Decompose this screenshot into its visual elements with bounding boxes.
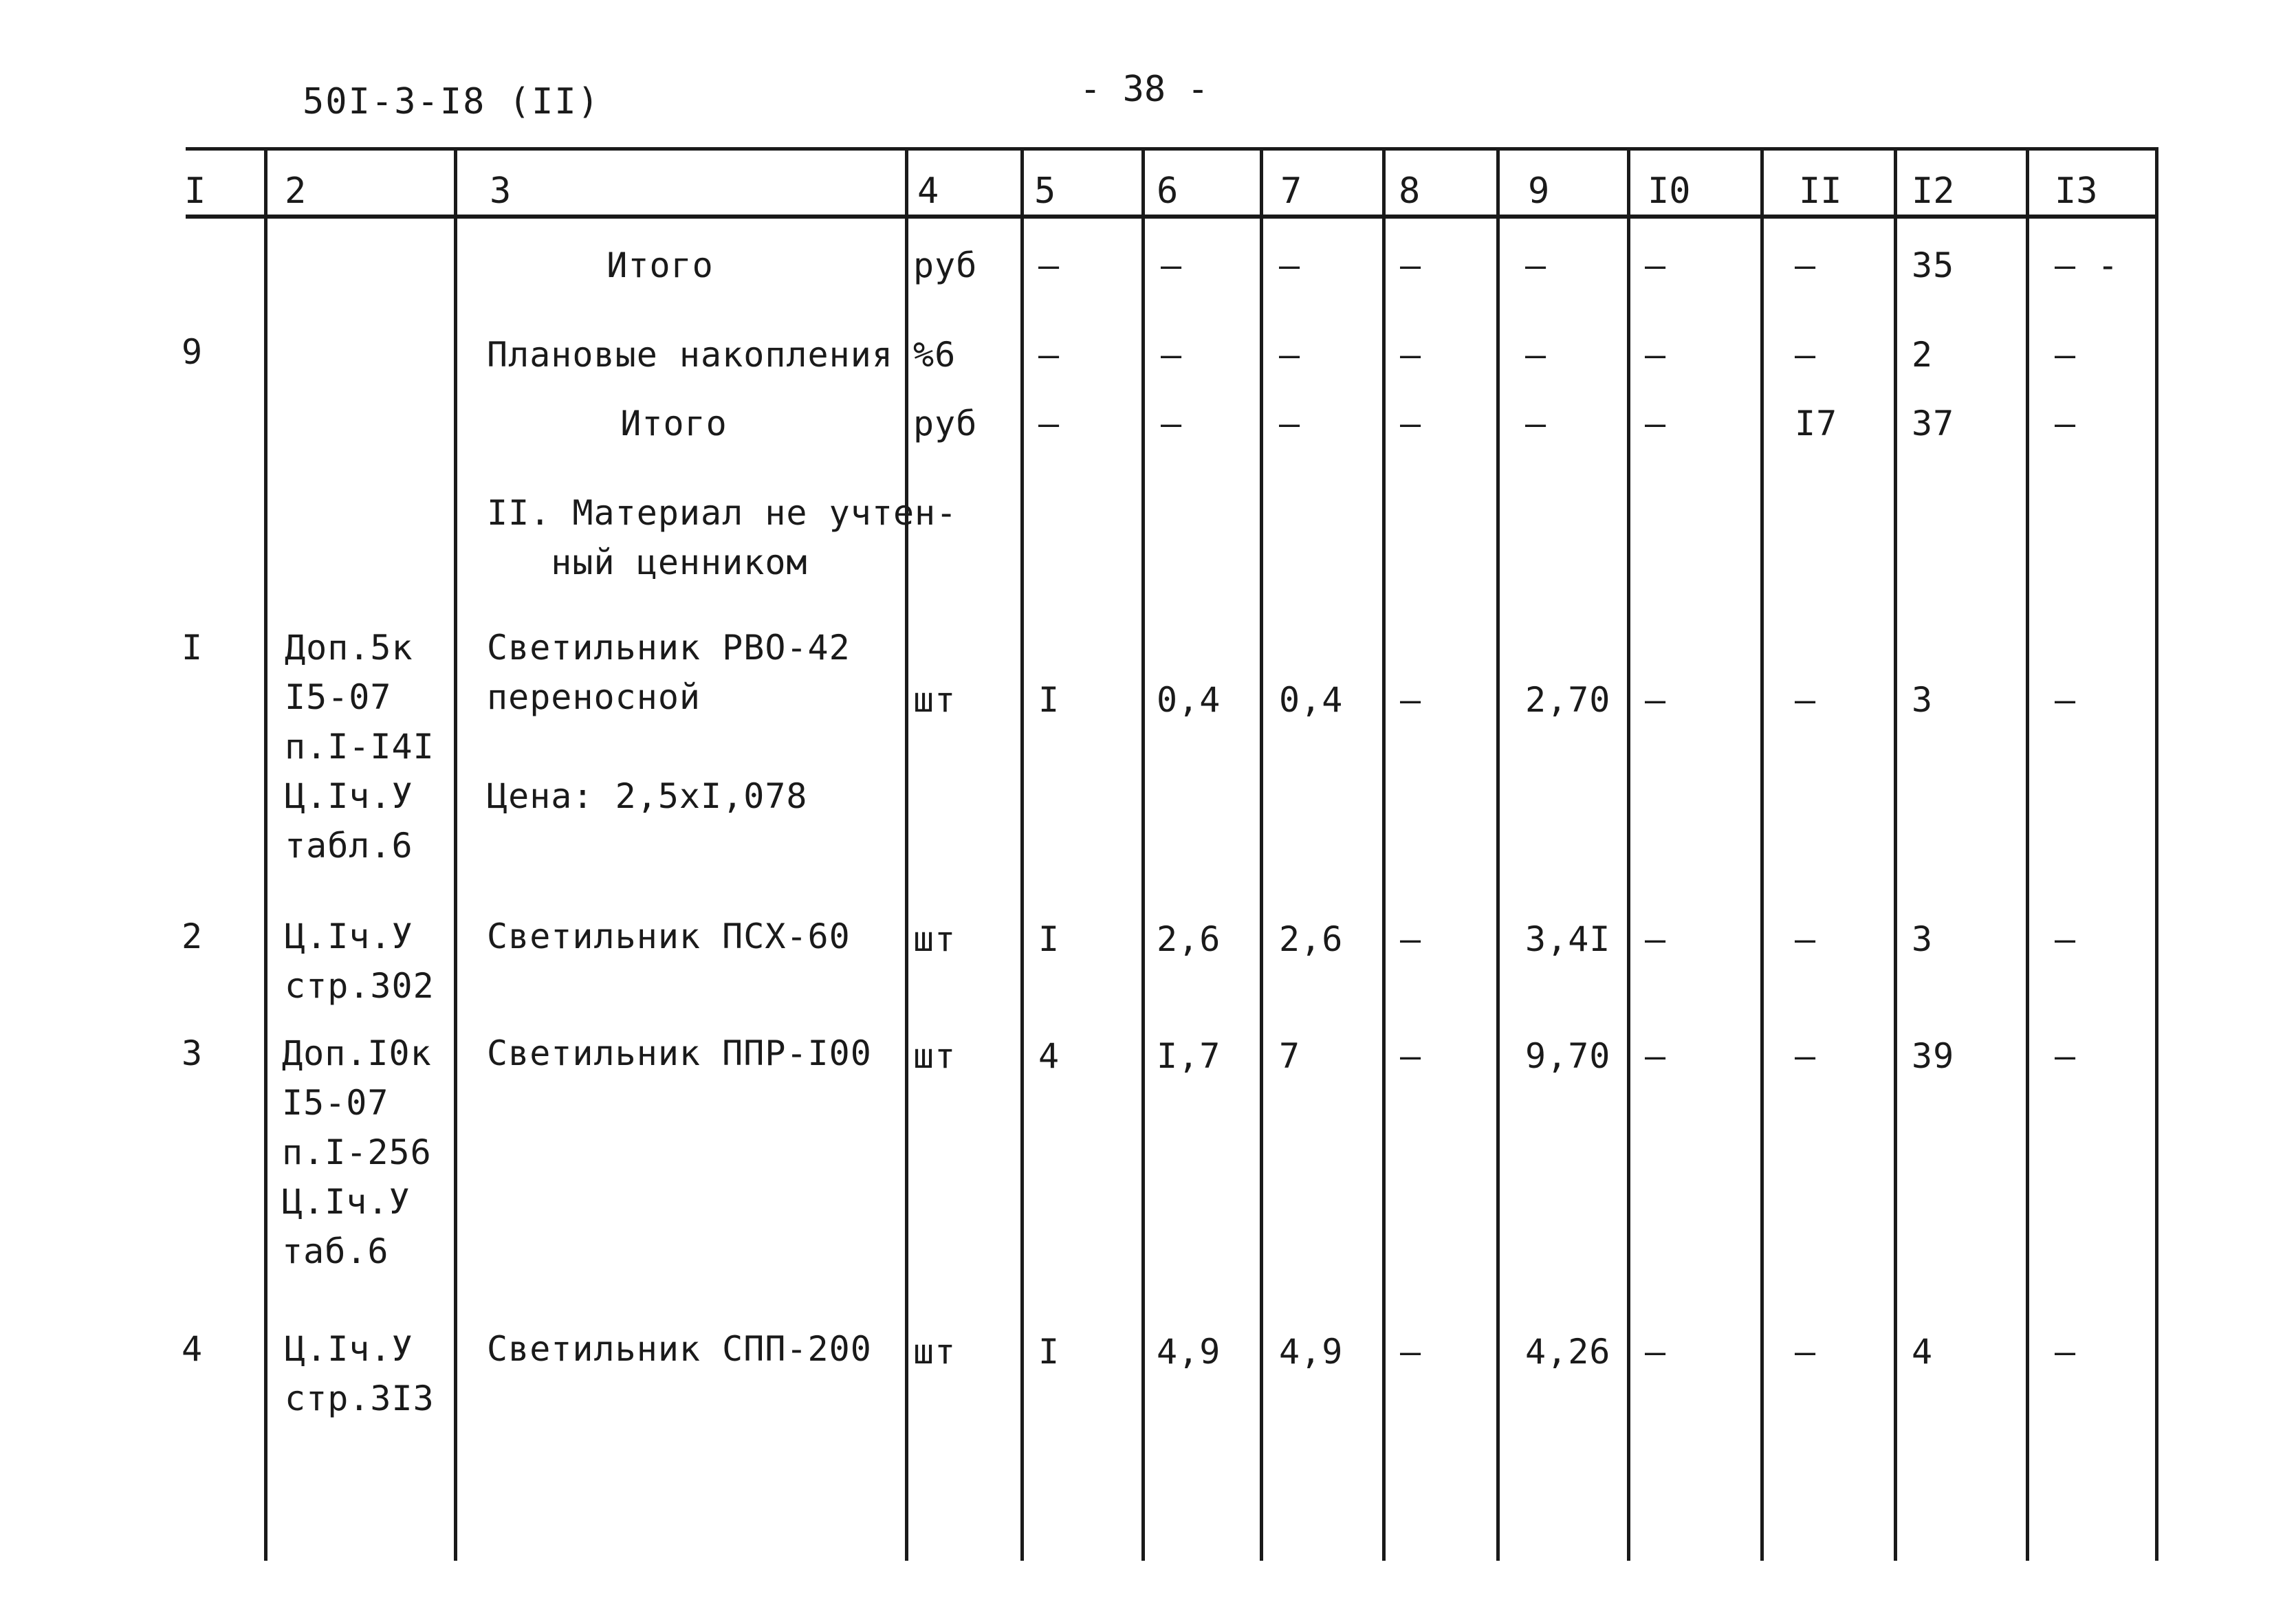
column-divider (2026, 147, 2029, 1561)
column-header-9: 9 (1528, 171, 1550, 212)
column-divider (1382, 147, 1386, 1561)
column-header-3: 3 (490, 171, 512, 212)
cell-name: Светильник ПСХ-60 (487, 917, 851, 956)
cell-col10: – (1645, 680, 1667, 720)
cell-name: Светильник РВО-42 переносной Цена: 2,5хI,078 (487, 628, 851, 816)
cell-col13: – (2055, 404, 2077, 443)
column-header-2: 2 (285, 171, 307, 212)
cell-col13: – - (2055, 245, 2119, 285)
column-divider (905, 147, 908, 1561)
cell-col8: – (1400, 245, 1422, 285)
cell-code: Ц.Iч.У стр.3I3 (285, 1329, 435, 1418)
document-code: 50I-3-I8 (II) (303, 81, 600, 122)
header-bottom-rule (186, 215, 2158, 219)
cell-col8: – (1400, 335, 1422, 375)
cell-code: Доп.I0к I5-07 п.I-256 Ц.Iч.У таб.6 (282, 1033, 432, 1271)
cell-unit: шт (913, 919, 956, 959)
cell-col6: 2,6 (1157, 919, 1221, 959)
cell-col12: 2 (1912, 335, 1934, 375)
cell-code: Ц.Iч.У стр.302 (285, 917, 435, 1006)
cell-col6: – (1161, 404, 1183, 443)
section-heading: II. Материал не учтен- ный ценником (487, 493, 958, 582)
cell-col7: 4,9 (1279, 1332, 1344, 1372)
table-top-rule (186, 147, 2158, 151)
cell-col11: – (1795, 1332, 1817, 1372)
cell-unit: шт (913, 1036, 956, 1076)
cell-col7: 2,6 (1279, 919, 1344, 959)
column-header-7: 7 (1280, 171, 1302, 212)
cell-unit: шт (913, 680, 956, 720)
cell-col8: – (1400, 1036, 1422, 1076)
column-header-4: 4 (917, 171, 939, 212)
cell-name: Светильник ППР-I00 (487, 1033, 872, 1073)
cell-col12: 3 (1912, 680, 1934, 720)
cell-col11: – (1795, 245, 1817, 285)
cell-col7: 0,4 (1279, 680, 1344, 720)
cell-name: Итого (620, 404, 728, 443)
cell-col5: 4 (1038, 1036, 1060, 1076)
cell-col7: – (1279, 245, 1301, 285)
column-divider (1020, 147, 1024, 1561)
cell-col10: – (1645, 919, 1667, 959)
column-header-6: 6 (1157, 171, 1179, 212)
cell-col7: 7 (1279, 1036, 1301, 1076)
column-divider (1894, 147, 1897, 1561)
cell-col9: 3,4I (1525, 919, 1611, 959)
cell-col11: – (1795, 919, 1817, 959)
cell-unit: руб (913, 404, 978, 443)
column-header-10: I0 (1648, 171, 1691, 212)
cell-col12: 3 (1912, 919, 1934, 959)
cell-col8: – (1400, 1332, 1422, 1372)
column-divider (1496, 147, 1500, 1561)
cell-number: 2 (182, 917, 204, 956)
cell-col13: – (2055, 1332, 2077, 1372)
cell-number: 4 (182, 1329, 204, 1369)
cell-col10: – (1645, 245, 1667, 285)
cell-col13: – (2055, 1036, 2077, 1076)
column-header-5: 5 (1034, 171, 1056, 212)
cell-col5: I (1038, 919, 1060, 959)
column-header-13: I3 (2055, 171, 2098, 212)
cell-col9: – (1525, 404, 1547, 443)
cell-col10: – (1645, 404, 1667, 443)
column-header-11: II (1799, 171, 1842, 212)
cell-col9: 9,70 (1525, 1036, 1611, 1076)
cell-col10: – (1645, 1332, 1667, 1372)
cell-col5: I (1038, 1332, 1060, 1372)
column-divider (454, 147, 457, 1561)
cell-col13: – (2055, 680, 2077, 720)
cell-number: 3 (182, 1033, 204, 1073)
cell-unit: %6 (913, 335, 956, 375)
page-number: - 38 - (1080, 69, 1209, 110)
cell-unit: шт (913, 1332, 956, 1372)
cell-col11: I7 (1795, 404, 1838, 443)
column-divider (264, 147, 267, 1561)
cell-col11: – (1795, 680, 1817, 720)
cell-col9: 4,26 (1525, 1332, 1611, 1372)
column-header-12: I2 (1912, 171, 1955, 212)
cell-col12: 35 (1912, 245, 1955, 285)
cell-col11: – (1795, 335, 1817, 375)
cell-col6: 4,9 (1157, 1332, 1221, 1372)
cell-col10: – (1645, 335, 1667, 375)
cell-col7: – (1279, 404, 1301, 443)
cell-col6: – (1161, 335, 1183, 375)
column-divider (1760, 147, 1764, 1561)
cell-col12: 37 (1912, 404, 1955, 443)
cell-col10: – (1645, 1036, 1667, 1076)
cell-col8: – (1400, 919, 1422, 959)
cell-col8: – (1400, 680, 1422, 720)
cell-col9: – (1525, 245, 1547, 285)
column-divider (1141, 147, 1145, 1561)
cell-col5: – (1038, 404, 1060, 443)
cell-number: 9 (182, 332, 204, 372)
column-header-8: 8 (1399, 171, 1421, 212)
cell-col6: – (1161, 245, 1183, 285)
cell-code: Доп.5к I5-07 п.I-I4I Ц.Iч.У табл.6 (285, 628, 435, 866)
column-header-1: I (184, 171, 206, 212)
cell-col9: 2,70 (1525, 680, 1611, 720)
cell-col12: 4 (1912, 1332, 1934, 1372)
cell-col5: I (1038, 680, 1060, 720)
cell-col11: – (1795, 1036, 1817, 1076)
cell-name: Светильник СПП-200 (487, 1329, 872, 1369)
cell-name: Плановые накопления (487, 335, 893, 375)
cell-col9: – (1525, 335, 1547, 375)
column-divider (1260, 147, 1263, 1561)
cell-col5: – (1038, 335, 1060, 375)
cell-col13: – (2055, 335, 2077, 375)
cell-col12: 39 (1912, 1036, 1955, 1076)
cell-col13: – (2055, 919, 2077, 959)
cell-col6: I,7 (1157, 1036, 1221, 1076)
cell-col8: – (1400, 404, 1422, 443)
cell-name: Итого (606, 245, 714, 285)
column-divider (1627, 147, 1630, 1561)
cell-col6: 0,4 (1157, 680, 1221, 720)
cell-number: I (182, 628, 204, 668)
cell-unit: руб (913, 245, 978, 285)
cell-col7: – (1279, 335, 1301, 375)
table-right-border (2155, 147, 2158, 1561)
cell-col5: – (1038, 245, 1060, 285)
